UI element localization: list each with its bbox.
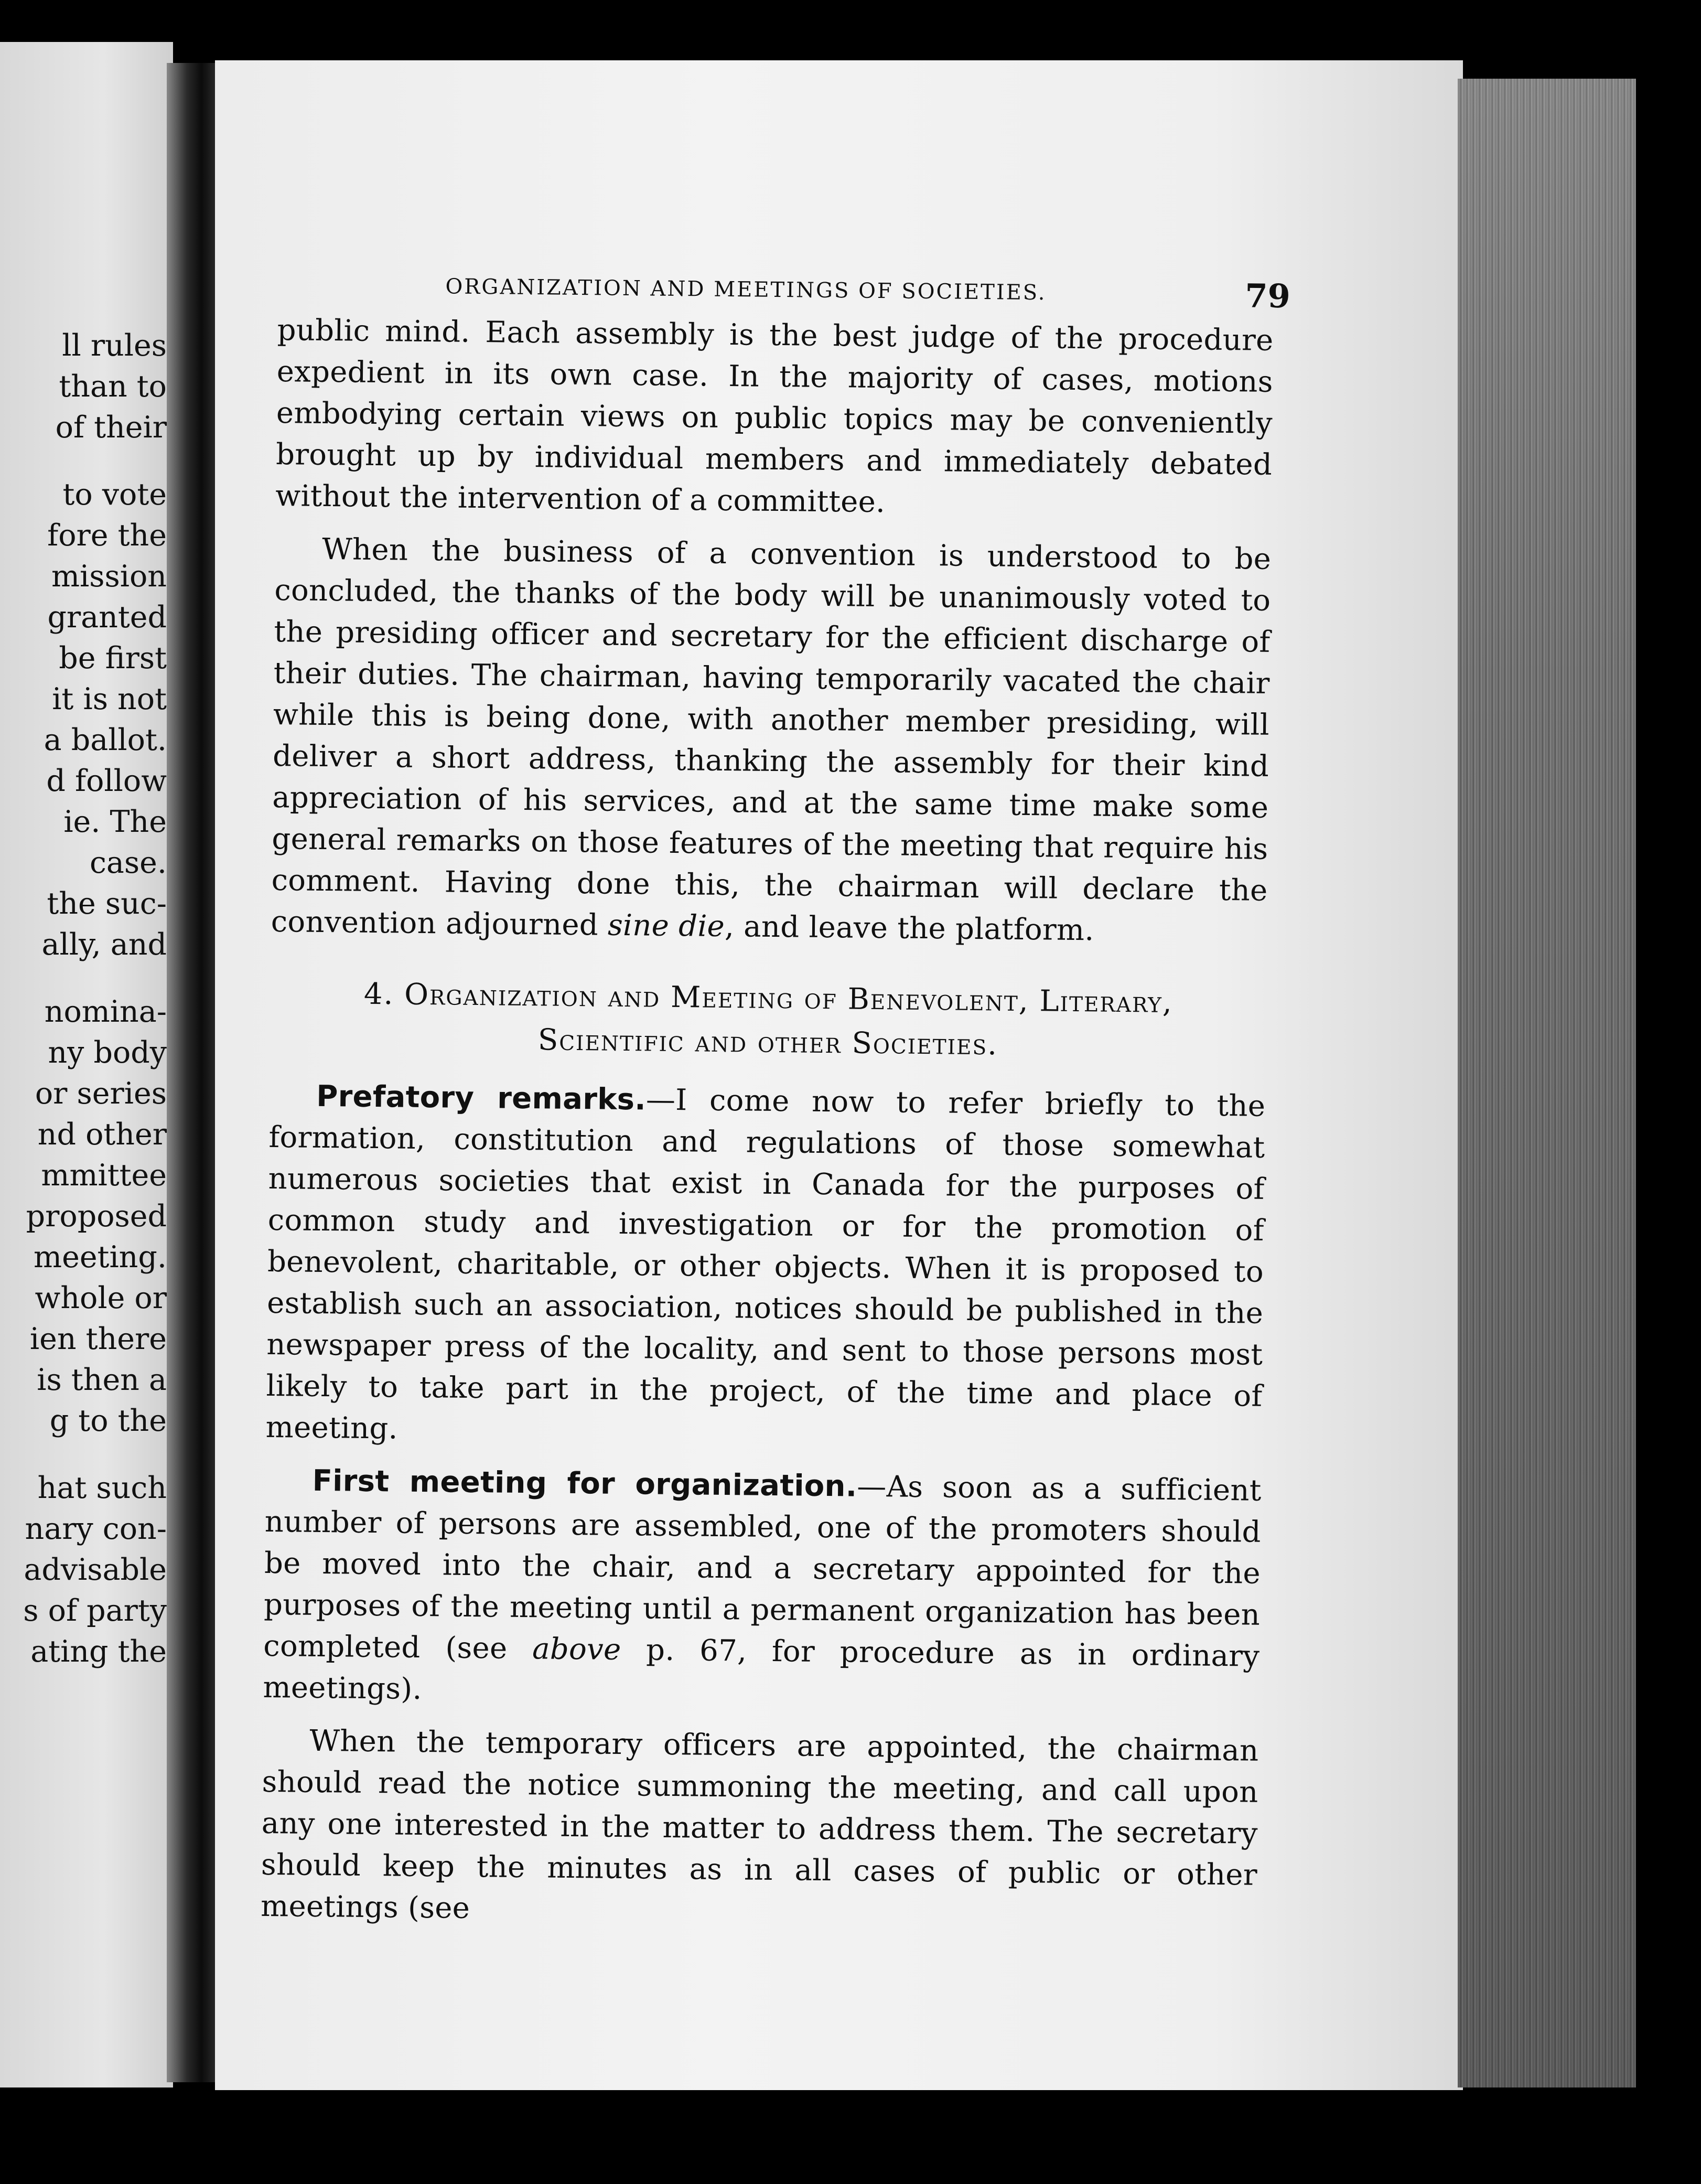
page-content [260, 262, 1291, 1937]
page-edge-shade [1458, 79, 1636, 2087]
left-page-line: hat such [37, 1471, 167, 1505]
paragraph-1-text: public mind. Each assembly is the best judge of the procedure expedient in its own case. In the majority of cases, motions embodying certain views on public topics may be conveniently brought up by individual members and immediately debated without the intervention of a committee. [275, 313, 1274, 520]
left-page-line [0, 448, 167, 474]
left-page-line: is then a [37, 1363, 167, 1397]
paragraph-prefatory-remarks [265, 1075, 1265, 1459]
left-page-line: ien there [29, 1322, 167, 1356]
paragraph-first-meeting [263, 1460, 1262, 1719]
left-page-line: meeting. [34, 1240, 167, 1275]
paragraph-2-end: , and leave the platform. [724, 909, 1094, 948]
left-page-line: the suc- [47, 886, 167, 921]
left-page-line [0, 1441, 167, 1468]
left-page-line: whole or [35, 1281, 167, 1315]
left-page-line [0, 965, 167, 991]
left-page-line: granted [47, 600, 167, 635]
above-italic: above [532, 1632, 621, 1667]
left-page-line: ating the [30, 1634, 167, 1669]
left-page-line: nomina- [44, 994, 167, 1029]
paragraph-4-text: —As soon as a sufficient number of persons are assembled, one of the promoters should be moved into the chair, and a secretary appointed for the purposes of the meeting until a permanent organization has been completed (see [263, 1469, 1262, 1666]
page-number: 79 [1245, 276, 1291, 316]
left-page-line: ally, and [41, 927, 167, 962]
left-page-line: to vote [62, 477, 167, 512]
left-facing-page [0, 42, 173, 2087]
paragraph-convention-close [271, 528, 1271, 953]
left-page-line: than to [59, 369, 167, 404]
section-heading-line-1: 4. Organization and Meeting of Benevolent, Literary, [363, 977, 1174, 1020]
first-meeting-heading: First meeting for organization. [312, 1463, 857, 1504]
section-heading [270, 971, 1267, 1070]
paragraph-4-end: p. 67, for procedure as in ordinary meetings). [263, 1633, 1260, 1707]
left-page-line: proposed [26, 1199, 167, 1234]
left-page-line: case. [89, 845, 167, 880]
paragraph-3-text: —I come now to refer briefly to the formation, constitution and regulations of those somewhat numerous societies that exist in Canada for the purposes of common study and investigation or for the promotion of benevolent, charitable, or other objects. When it is proposed to establish such an association, notices should be published in the newspaper press of the locality, and sent to those persons most likely to take part in the project, of the time and place of meeting. [265, 1083, 1266, 1446]
left-page-line: nary con- [25, 1512, 167, 1546]
left-page-line: it is not [52, 682, 167, 716]
left-page-line: of their [55, 410, 167, 445]
paragraph-temporary-officers [261, 1720, 1259, 1937]
left-page-line: advisable [24, 1553, 167, 1587]
left-page-line: ie. The [63, 805, 167, 839]
left-page-line: d follow [46, 764, 167, 798]
left-page-text [0, 325, 173, 1672]
left-page-line: g to the [49, 1404, 167, 1438]
section-heading-line-2: Scientific and other Societies. [537, 1023, 998, 1062]
left-page-line: ll rules [62, 328, 167, 363]
running-head-title: ORGANIZATION AND MEETINGS OF SOCIETIES. [445, 274, 1047, 305]
left-page-line: ny body [48, 1035, 167, 1070]
left-page-line: fore the [47, 518, 167, 553]
left-page-line: a ballot. [44, 723, 167, 757]
paragraph-continuation [275, 309, 1274, 527]
left-page-line: mission [51, 559, 167, 594]
left-page-line: mmittee [41, 1158, 167, 1193]
prefatory-remarks-heading: Prefatory remarks. [316, 1079, 647, 1117]
left-page-line: nd other [37, 1117, 167, 1152]
paragraph-2-text: When the business of a convention is understood to be concluded, the thanks of the body will be unanimously voted to the presiding officer and secretary for the efficient discharge of their duties. The chairman, having temporarily vacated the chair while this is being done, with another member presiding, will deliver a short address, thanking the assembly for their kind appreciation of his services, and at the same time make some general remarks on those features of the meeting that require his comment. Having done this, the chairman will declare the convention adjourned [271, 532, 1272, 943]
sine-die-italic: sine die [607, 908, 725, 944]
paragraph-5-text: When the temporary officers are appointed, the chairman should read the notice summoning the meeting, and call upon any one interested in the matter to address them. The secretary should keep the minutes as in all cases of public or other meetings (see [260, 1723, 1259, 1926]
left-page-line: be first [59, 641, 167, 676]
left-page-line: or series [35, 1076, 167, 1111]
left-page-line: s of party [23, 1593, 167, 1628]
